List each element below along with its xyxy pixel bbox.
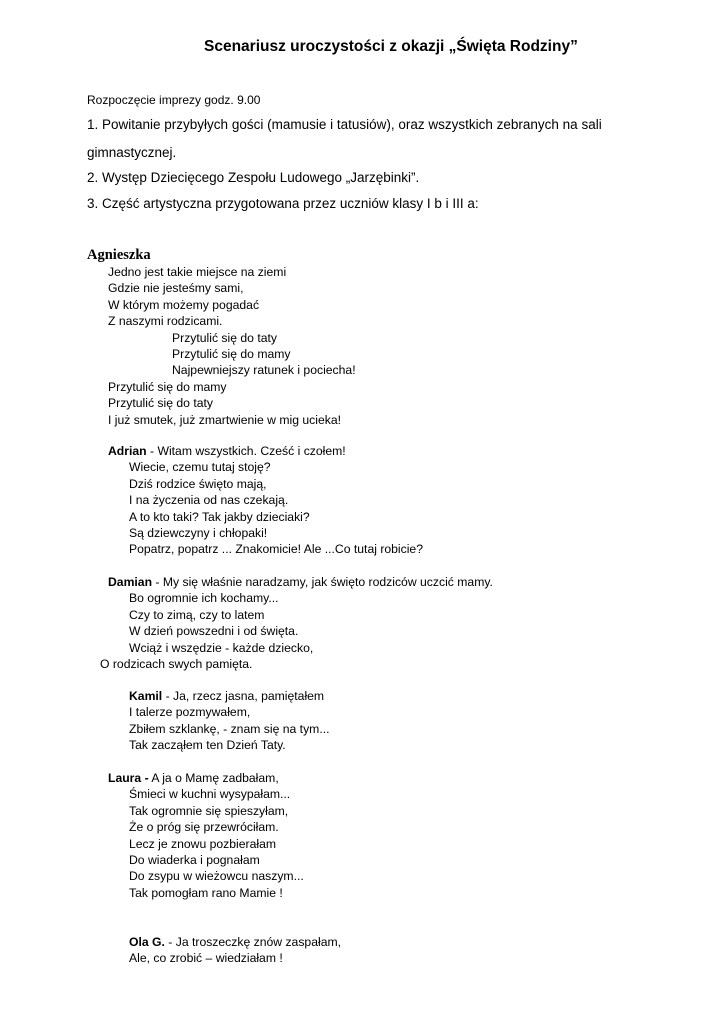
verse-line: Wciąż i wszędzie - każde dziecko, (129, 640, 314, 655)
list-item: gimnastycznej. (87, 145, 177, 160)
verse-line: Tak zacząłem ten Dzień Taty. (129, 738, 286, 753)
speaker-agnieszka-heading: Agnieszka (87, 247, 151, 263)
verse-line: Są dziewczyny i chłopaki! (129, 526, 268, 541)
verse-line: W dzień powszedni i od święta. (129, 624, 299, 639)
verse-first-line (108, 443, 423, 459)
verse-line: O rodzicach swych pamięta. (100, 657, 253, 672)
verse-block-agnieszka (108, 264, 356, 428)
verse-line: Przytulić się do taty (172, 330, 277, 345)
verse-line: A ja o Mamę zadbałam, (148, 771, 279, 785)
verse-line: A to kto taki? Tak jakby dzieciaki? (129, 509, 310, 524)
verse-first-line (129, 688, 329, 704)
verse-line: Zbiłem szklankę, - znam się na tym... (129, 721, 330, 736)
verse-block-laura (108, 770, 304, 901)
verse-line: Najpewniejszy ratunek i pociecha! (172, 363, 356, 378)
speaker-kamil: Kamil (129, 689, 163, 703)
verse-line: I już smutek, już zmartwienie w mig ucieka! (108, 412, 341, 427)
verse-first-line (108, 574, 493, 590)
verse-line: Śmieci w kuchni wysypałam... (129, 787, 291, 802)
verse-line: Gdzie nie jesteśmy sami, (108, 281, 244, 296)
speaker-ola: Ola G. (129, 935, 165, 949)
verse-block-adrian (108, 443, 423, 558)
list-item: 1. Powitanie przybyłych gości (mamusie i tatusiów), oraz wszystkich zebranych na sali (87, 117, 602, 132)
verse-block-kamil (129, 688, 329, 754)
verse-block-ola (129, 934, 341, 967)
verse-line: Przytulić się do mamy (108, 379, 227, 394)
intro-line: Rozpoczęcie imprezy godz. 9.00 (87, 93, 261, 107)
verse-line: - Ja, rzecz jasna, pamiętałem (162, 689, 325, 703)
verse-line: Popatrz, popatrz ... Znakomicie! Ale ...Co tutaj robicie? (129, 542, 423, 557)
verse-line: Przytulić się do mamy (172, 347, 291, 362)
verse-line: Tak pomogłam rano Mamie ! (129, 885, 283, 900)
verse-line: Jedno jest takie miejsce na ziemi (108, 265, 287, 279)
verse-line: Tak ogromnie się spieszyłam, (129, 803, 289, 818)
list-item: 3. Część artystyczna przygotowana przez uczniów klasy I b i III a: (87, 196, 479, 211)
verse-line: Z naszymi rodzicami. (108, 314, 223, 329)
speaker-damian: Damian (108, 575, 153, 589)
verse-line: Że o próg się przewróciłam. (129, 820, 279, 835)
list-item: 2. Występ Dziecięcego Zespołu Ludowego „Jarzębinki”. (87, 170, 420, 185)
speaker-adrian: Adrian (108, 444, 147, 458)
verse-line: - Witam wszystkich. Cześć i czołem! (146, 444, 346, 458)
verse-line: - My się właśnie naradzamy, jak święto rodziców uczcić mamy. (152, 575, 493, 589)
verse-line: Do zsypu w wieżowcu naszym... (129, 869, 304, 884)
verse-line: W którym możemy pogadać (108, 297, 260, 312)
verse-line: Dziś rodzice święto mają, (129, 476, 267, 491)
verse-line: Bo ogromnie ich kochamy... (129, 591, 279, 606)
speaker-laura: Laura - (108, 771, 149, 785)
verse-first-line (129, 934, 341, 950)
verse-first-line (108, 770, 304, 786)
verse-line: Ale, co zrobić – wiedziałam ! (129, 951, 283, 966)
verse-line: - Ja troszeczkę znów zaspałam, (164, 935, 342, 949)
verse-line: Wiecie, czemu tutaj stoję? (129, 460, 271, 475)
verse-line: I talerze pozmywałem, (129, 705, 251, 720)
page-title: Scenariusz uroczystości z okazji „Święta Rodziny” (204, 38, 578, 55)
verse-line: Lecz je znowu pozbierałam (129, 836, 277, 851)
verse-line: Do wiaderka i pognałam (129, 853, 260, 868)
verse-block-damian (100, 574, 493, 672)
verse-line: I na życzenia od nas czekają. (129, 493, 289, 508)
verse-line: Czy to zimą, czy to latem (129, 607, 265, 622)
verse-line: Przytulić się do taty (108, 396, 213, 411)
